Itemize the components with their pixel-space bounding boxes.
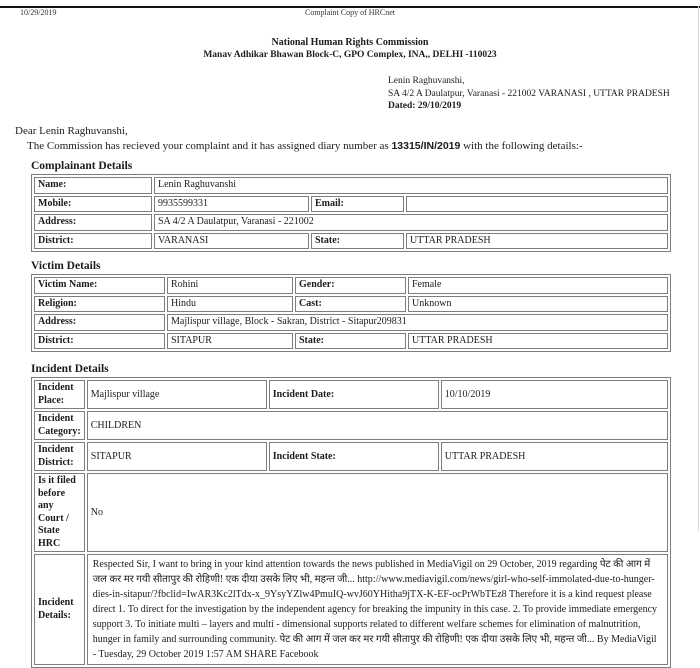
field-value: Respected Sir, I want to bring in your kind attention towards the news published in MediaVigil on 29 October, 2019 regarding पेट की आग में जल कर मर गयी सीतापुर की रोहिणी! एक दीया उसके लिए भी, महन्त जी... http://www.mediavigil.com/news/girl-who-self-immolated-due-to-hunger-dies-in-sitapur/?fbclid=IwAR3Kc2lTdx-x_9YsyYZlw4PmuIQ-wvJ60YHitha9jTX-K-EF-ocPrWbTEz8 Therefore it is a kind request please direct 1. To direct for the investigation by the independent agency for breaking the impunity in this case. 2. To provide immediate emergency support 3. To initiate multi – layers and multi - dimensional supports related to different welfare schemes for elimination of malnutrition, hunger in family and surrounding community. पेट की आग में जल कर मर गयी सीतापुर की रोहिणी! एक दीया उसके लिए भी, महन्त जी... By MediaVigil - Tuesday, 29 October 2019 1:57 AM SHARE Facebook (87, 554, 668, 665)
field-label: District: (34, 233, 152, 250)
field-label: Name: (34, 177, 152, 194)
document-body (31, 160, 671, 668)
table-row (34, 277, 668, 294)
table-row (34, 411, 668, 440)
table-row (34, 554, 668, 665)
field-value: 9935599331 (154, 196, 309, 213)
field-value: UTTAR PRADESH (406, 233, 668, 250)
intro-text-before: The Commission has recieved your complaint and it has assigned diary number as (27, 140, 392, 153)
field-value: CHILDREN (87, 411, 668, 440)
page-right-edge (698, 6, 699, 531)
field-value: UTTAR PRADESH (408, 333, 668, 350)
field-label: Incident District: (34, 442, 85, 471)
field-label: Incident State: (269, 442, 439, 471)
complaint-document-page (0, 6, 700, 661)
field-value: SA 4/2 A Daulatpur, Varanasi - 221002 (154, 214, 668, 231)
field-label: State: (295, 333, 406, 350)
field-label: Religion: (34, 296, 165, 313)
field-label: Email: (311, 196, 404, 213)
field-value: Majlispur village (87, 380, 267, 409)
recipient-name: Lenin Raghuvanshi, (388, 76, 465, 87)
table-row (34, 233, 668, 250)
recipient-address: SA 4/2 A Daulatpur, Varanasi - 221002 VARANASI , UTTAR PRADESH (388, 88, 670, 99)
document-title: Complaint Copy of HRCnet (305, 8, 395, 17)
field-value: No (87, 473, 668, 552)
field-label: Incident Place: (34, 380, 85, 409)
field-label: Victim Name: (34, 277, 165, 294)
intro-paragraph (27, 140, 700, 152)
field-label: Address: (34, 314, 165, 331)
table-row (34, 442, 668, 471)
print-header (0, 6, 700, 26)
field-value: Lenin Raghuvanshi (154, 177, 668, 194)
table-row (34, 473, 668, 552)
field-label: Cast: (295, 296, 406, 313)
table-row (34, 380, 668, 409)
victim-details-table (31, 274, 671, 352)
table-row (34, 177, 668, 194)
table-row (34, 214, 668, 231)
field-label: State: (311, 233, 404, 250)
field-label: Incident Category: (34, 411, 85, 440)
field-label: Is it filed before any Court / State HRC (34, 473, 85, 552)
field-label: Incident Details: (34, 554, 85, 665)
intro-text-after: with the following details:- (460, 140, 583, 153)
organization-address: Manav Adhikar Bhawan Block-C, GPO Complex, INA,, DELHI -110023 (203, 50, 497, 60)
field-value: SITAPUR (167, 333, 293, 350)
field-label: Address: (34, 214, 152, 231)
field-label: Gender: (295, 277, 406, 294)
field-value: VARANASI (154, 233, 309, 250)
table-row (34, 314, 668, 331)
field-value: Rohini (167, 277, 293, 294)
recipient-address-block (388, 75, 700, 112)
field-value (406, 196, 668, 213)
organization-header (0, 36, 700, 61)
section-heading-incident: Incident Details (31, 363, 109, 376)
print-date: 10/29/2019 (20, 8, 57, 17)
incident-details-table (31, 377, 671, 668)
table-row (34, 296, 668, 313)
salutation: Dear Lenin Raghuvanshi, (15, 125, 128, 138)
table-row (34, 196, 668, 213)
field-label: Incident Date: (269, 380, 439, 409)
field-value: Hindu (167, 296, 293, 313)
field-label: Mobile: (34, 196, 152, 213)
organization-name: National Human Rights Commission (271, 37, 429, 48)
field-value: SITAPUR (87, 442, 267, 471)
field-value: Unknown (408, 296, 668, 313)
field-value: UTTAR PRADESH (441, 442, 668, 471)
table-row (34, 333, 668, 350)
diary-number: 13315/IN/2019 (391, 140, 461, 153)
field-value: 10/10/2019 (441, 380, 668, 409)
field-value: Majlispur village, Block - Sakran, District - Sitapur209831 (167, 314, 668, 331)
section-heading-complainant: Complainant Details (31, 160, 133, 173)
section-heading-victim: Victim Details (31, 260, 101, 273)
field-value: Female (408, 277, 668, 294)
letter-date: Dated: 29/10/2019 (388, 101, 462, 112)
complainant-details-table (31, 174, 671, 252)
field-label: District: (34, 333, 165, 350)
